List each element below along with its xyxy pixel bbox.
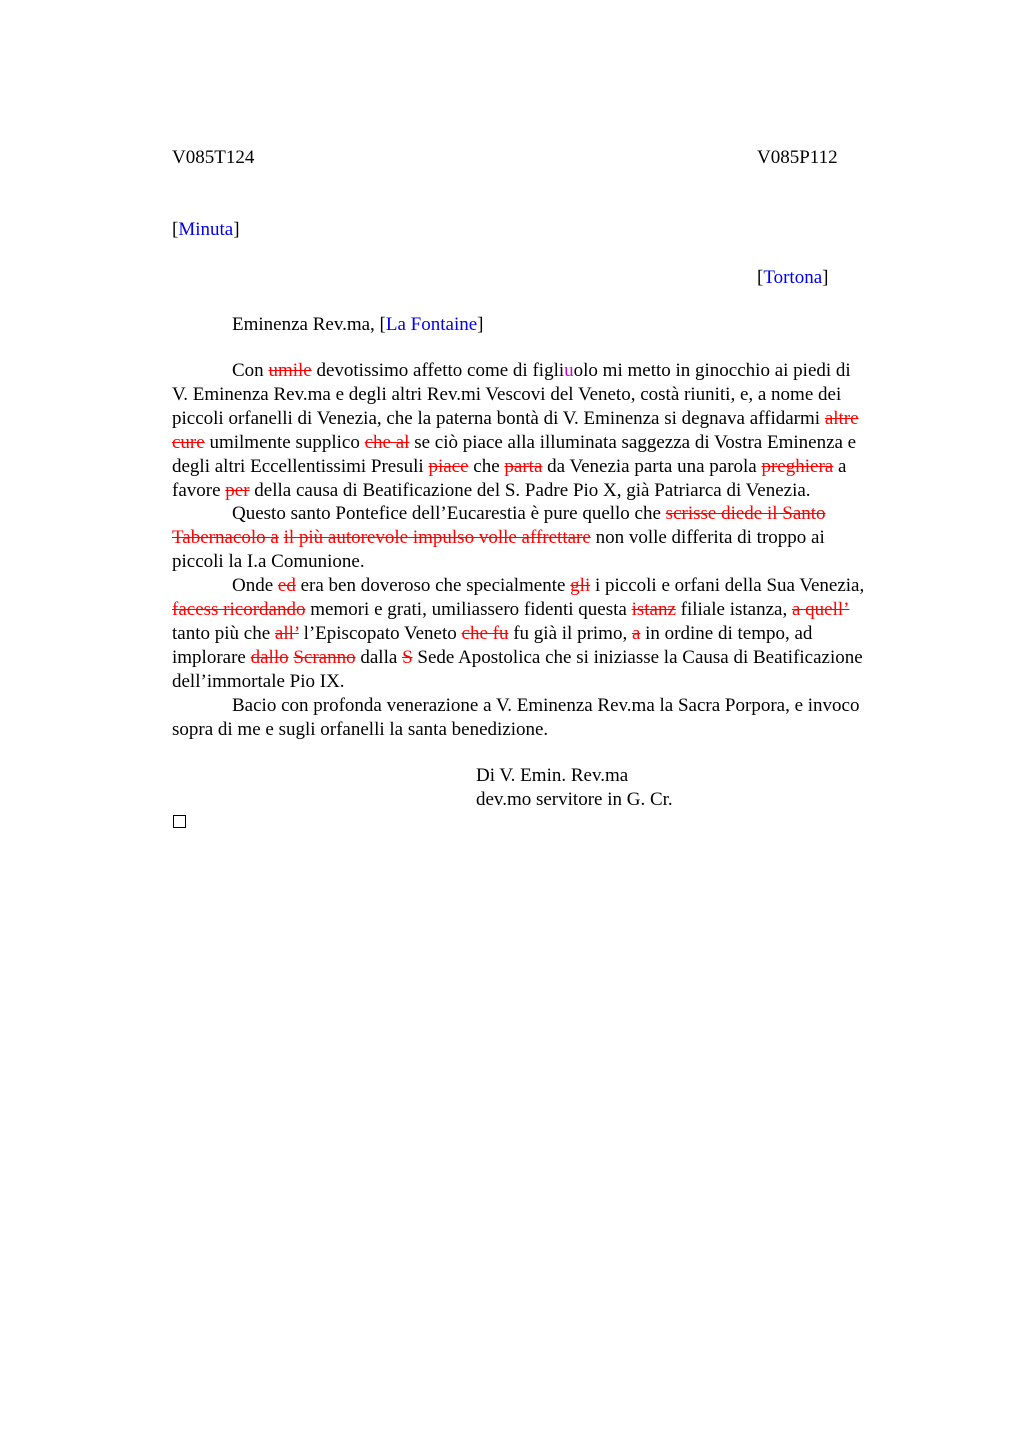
deleted-text: il più autorevole impulso volle affrettare [283, 527, 591, 549]
deleted-text: cure [172, 431, 205, 453]
paragraph-3-line: Onde ed era ben doveroso che specialmente gli i piccoli e orfani della Sua Venezia, [232, 575, 865, 597]
bracket-close: ] [822, 267, 829, 288]
paragraph-1-line: favore per della causa di Beatificazione del S. Padre Pio X, già Patriarca di Venezia. [172, 479, 811, 501]
deleted-text: gli [570, 575, 591, 597]
editorial-place: Tortona [763, 267, 823, 288]
inserted-text: u [564, 360, 574, 381]
deleted-text: che al [364, 431, 410, 453]
deleted-text: Scranno [293, 646, 356, 668]
document-code-right: V085P112 [757, 147, 838, 168]
bracket-close: ] [477, 314, 484, 335]
paragraph-4-line: sopra di me e sugli orfanelli la santa benedizione. [172, 718, 549, 740]
closing-signature [476, 764, 673, 812]
document-type-label [172, 218, 240, 242]
closing-line-1: Di V. Emin. Rev.ma [476, 765, 629, 786]
deleted-text: scrisse diede il Santo [665, 503, 826, 525]
deleted-text: che fu [461, 622, 509, 644]
closing-line-2: dev.mo servitore in G. Cr. [476, 789, 673, 810]
paragraph-1-line: piccoli orfanelli di Venezia, che la paterna bontà di V. Eminenza si degnava affidarmi altre [172, 407, 859, 429]
paragraph-1-line: cure umilmente supplico che al se ciò piace alla illuminata saggezza di Vostra Eminenza e [172, 431, 857, 453]
letter-body [172, 359, 924, 742]
paragraph-2-line: piccoli la I.a Comunione. [172, 551, 365, 573]
deleted-text: parta [504, 455, 543, 477]
deleted-text: ed [277, 575, 296, 597]
deleted-text: per [225, 479, 250, 501]
deleted-text: S [402, 646, 413, 668]
deleted-text: facess ricordando [172, 599, 306, 621]
paragraph-3-line: implorare dallo Scranno dalla S Sede Apostolica che si iniziasse la Causa di Beatificazione [172, 646, 863, 668]
paragraph-2-line: Tabernacolo a il più autorevole impulso volle affrettare non volle differita di troppo ai [172, 527, 825, 549]
deleted-text: all’ [274, 622, 299, 644]
document-code-left: V085T124 [172, 147, 255, 168]
paragraph-2-line: Questo santo Pontefice dell’Eucarestia è pure quello che scrisse diede il Santo [232, 503, 826, 525]
editorial-recipient: La Fontaine [385, 314, 478, 335]
paragraph-3-line: tanto più che all’ l’Episcopato Veneto che fu fu già il primo, a in ordine di tempo, ad [172, 622, 813, 644]
paragraph-1-line: V. Eminenza Rev.ma e degli altri Rev.mi Vescovi del Veneto, costà riuniti, e, a nome dei [172, 383, 842, 405]
bracket-close: ] [233, 219, 240, 240]
deleted-text: a quell’ [791, 599, 850, 621]
deleted-text: istanz [631, 599, 676, 621]
bracket-open: [ [379, 314, 386, 335]
paragraph-1-line: degli altri Eccellentissimi Presuli piace che parta da Venezia parta una parola preghiera a [172, 455, 847, 477]
empty-box-icon [173, 815, 186, 828]
salutation [232, 313, 483, 337]
deleted-text: dallo [250, 646, 289, 668]
bracket-open: [ [172, 219, 179, 240]
deleted-text: umile [268, 360, 312, 381]
salutation-text: Eminenza Rev.ma, [232, 314, 380, 335]
bracket-open: [ [757, 267, 764, 288]
deleted-text: a [631, 622, 641, 644]
deleted-text: preghiera [761, 455, 834, 477]
place-label [757, 266, 828, 290]
paragraph-3-line: dell’immortale Pio IX. [172, 670, 345, 692]
paragraph-4-line: Bacio con profonda venerazione a V. Eminenza Rev.ma la Sacra Porpora, e invoco [232, 694, 860, 716]
paragraph-3-line: facess ricordando memori e grati, umiliassero fidenti questa istanz filiale istanza, a quell’ [172, 599, 850, 621]
editorial-type: Minuta [178, 219, 234, 240]
paragraph-1-line: Con umile devotissimo affetto come di figliuolo mi metto in ginocchio ai piedi di [232, 360, 851, 381]
deleted-text: piace [428, 455, 469, 477]
deleted-text: Tabernacolo a [172, 527, 279, 549]
deleted-text: altre [824, 407, 859, 429]
